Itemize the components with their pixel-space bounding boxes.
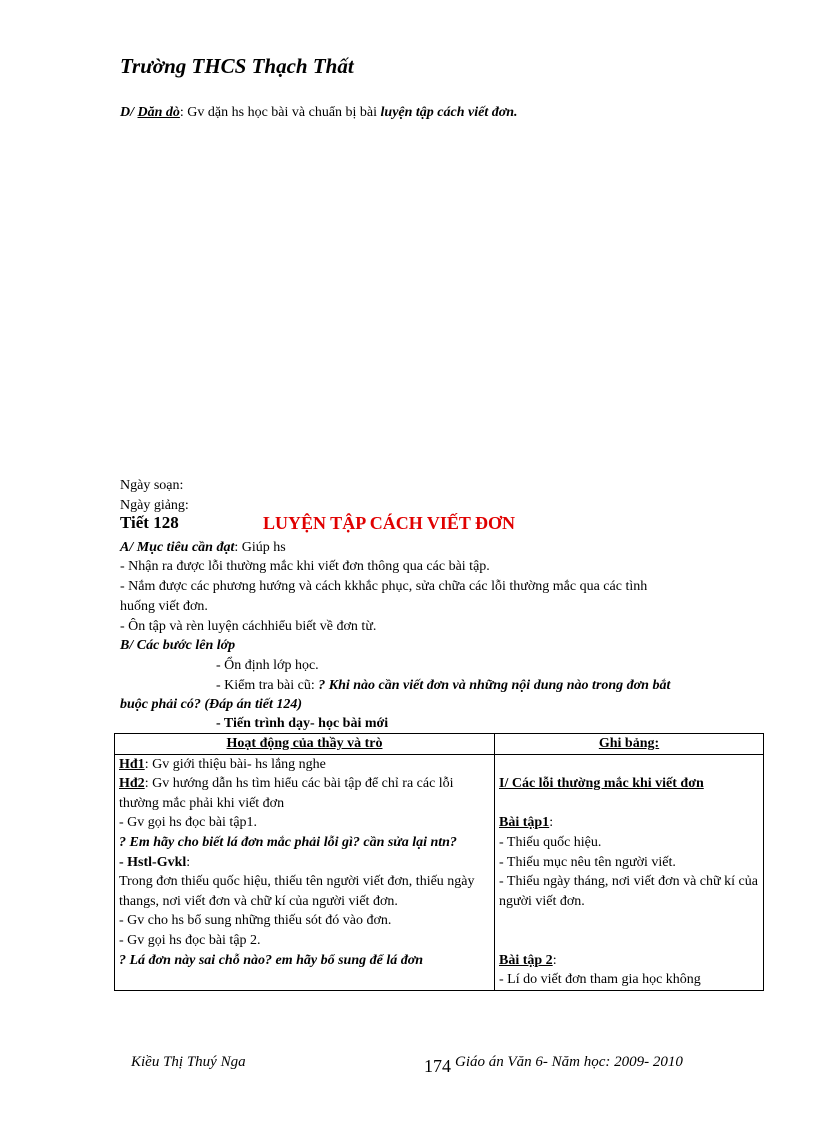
bt1-item: - Thiếu quốc hiệu. (499, 834, 602, 850)
step-check-question: ? Khi nào cần viết đơn và những nội dung nào trong đơn bắt (318, 678, 671, 693)
read-bt1-line: - Gv gọi hs đọc bài tập1. (119, 815, 258, 831)
bt1-item: - Thiếu mục nêu tên người viết. (499, 854, 676, 870)
bt1-item: - Thiếu ngày tháng, nơi viết đơn và chữ kí của người viết đơn. (499, 874, 758, 909)
lesson-title: LUYỆN TẬP CÁCH VIẾT ĐƠN (263, 513, 516, 533)
step-item: - Ổn định lớp học. (216, 658, 319, 673)
table-cell-left (115, 754, 495, 990)
question-2: ? Lá đơn này sai chỗ nào? em hãy bổ sung để lá đơn (119, 952, 424, 968)
hd1-line: Hđ1: Gv giới thiệu bài- hs lắng nghe (119, 756, 326, 772)
objectives-heading-text: A/ Mục tiêu cần đạt (120, 540, 235, 555)
step-item: - Tiến trình dạy- học bài mới (216, 716, 389, 731)
step-item-check (216, 676, 670, 696)
hd2-line: Hđ2: Gv hướng dẫn hs tìm hiểu các bài tập để chỉ ra các lỗi thường mắc phải khi viết đơn (119, 776, 454, 811)
question-1: ? Em hãy cho biết lá đơn mắc phải lỗi gì? cần sửa lại ntn? (119, 834, 457, 850)
lesson-table (114, 733, 764, 991)
page-number: 174 (424, 1056, 451, 1076)
objective-item: - Ôn tập và rèn luyện cáchhiểu biết về đơn từ. (120, 619, 377, 634)
step-check-question-cont: buộc phải có? (Đáp án tiết 124) (120, 697, 302, 712)
table-row (115, 754, 764, 990)
answer-text: Trong đơn thiếu quốc hiệu, thiếu tên người viết đơn, thiếu ngày thangs, nơi viết đơn và chữ kí của người viết đơn. (119, 874, 475, 909)
homework-prefix: D/ (120, 105, 134, 120)
hstl-line: - Hstl-Gvkl: (119, 854, 191, 870)
bt2-heading: Bài tập 2: (499, 952, 557, 968)
footer-course: Giáo án Văn 6- Năm học: 2009- 2010 (455, 1054, 683, 1070)
read-bt2-line: - Gv gọi hs đọc bài tập 2. (119, 932, 261, 948)
lesson-period: Tiết 128 (120, 513, 179, 532)
objective-item: huống viết đơn. (120, 599, 208, 614)
objectives-heading (120, 538, 286, 558)
homework-line (120, 105, 518, 121)
objective-item: - Nhận ra được lỗi thường mắc khi viết đơn thông qua các bài tập. (120, 559, 490, 574)
add-line: - Gv cho hs bổ sung những thiếu sót đó vào đơn. (119, 913, 392, 929)
objectives-heading-suffix: : Giúp hs (234, 540, 286, 555)
steps-heading: B/ Các bước lên lớp (120, 638, 236, 653)
table-header-row (115, 734, 764, 755)
table-header-left: Hoạt động của thầy và trò (115, 734, 495, 755)
ngay-giang: Ngày giảng: (120, 498, 189, 513)
objective-item: - Nắm được các phương hướng và cách kkhắc phục, sửa chữa các lỗi thường mắc qua các tình (120, 579, 648, 594)
bt1-heading: Bài tập1: (499, 815, 554, 831)
homework-lesson: luyện tập cách viết đơn. (380, 105, 518, 120)
school-name: Trường THCS Thạch Thất (120, 54, 354, 78)
bt2-item: - Lí do viết đơn tham gia học không (499, 972, 701, 988)
footer-author: Kiều Thị Thuý Nga (131, 1054, 246, 1070)
section-heading: I/ Các lỗi thường mắc khi viết đơn (499, 776, 704, 792)
table-cell-right (495, 754, 764, 990)
homework-label: Dăn dò (137, 105, 180, 120)
step-check-prefix: - Kiểm tra bài cũ: (216, 678, 319, 693)
homework-text: : Gv dặn hs học bài và chuẩn bị bài (179, 105, 381, 120)
ngay-soan: Ngày soạn: (120, 478, 184, 493)
table-header-right: Ghi bảng: (495, 734, 764, 755)
